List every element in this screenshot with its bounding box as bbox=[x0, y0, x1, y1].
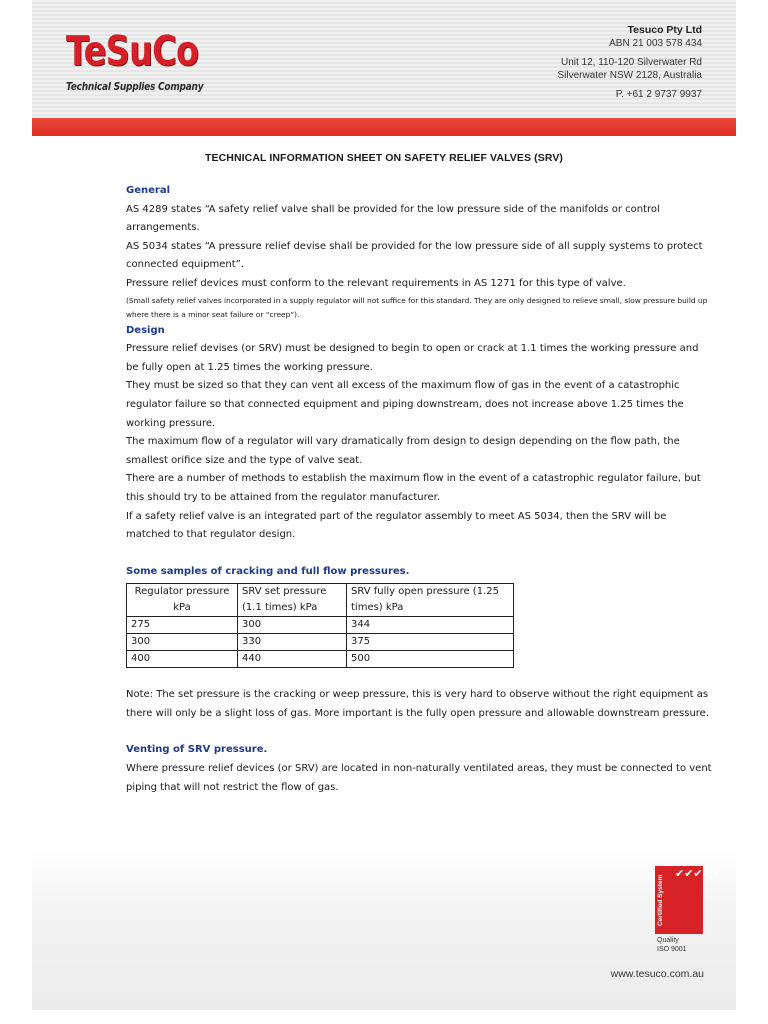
document-title: TECHNICAL INFORMATION SHEET ON SAFETY RELIEF VALVES (SRV) bbox=[204, 152, 564, 164]
general-small-note: (Small safety relief valves incorporated in a supply regulator will not suffice for this standard. They are only designed to relieve small, slow pressure build up where there is a minor seat failure or “creep”). bbox=[126, 295, 708, 319]
cert-vertical-text: Certified System bbox=[657, 874, 664, 926]
table-header-cell: Regulator pressure kPa bbox=[127, 584, 238, 617]
table-header-row bbox=[127, 584, 514, 617]
design-paragraph-1: Pressure relief devises (or SRV) must be designed to begin to open or crack at 1.1 times the working pressure and be fully open at 1.25 times the working pressure. bbox=[126, 343, 699, 373]
table-row bbox=[127, 634, 514, 651]
document-body bbox=[126, 182, 712, 797]
table-header-cell: SRV fully open pressure (1.25 times) kPa bbox=[347, 584, 514, 617]
cert-caption bbox=[657, 936, 687, 954]
pressure-samples-table bbox=[126, 583, 514, 668]
logo-tagline: Technical Supplies Company bbox=[66, 80, 204, 93]
table-cell: 375 bbox=[347, 634, 514, 651]
design-paragraph-3: The maximum flow of a regulator will vary dramatically from design to design depending on the flow path, the smallest orifice size and the type of valve seat. bbox=[126, 436, 680, 466]
table-cell: 300 bbox=[238, 617, 347, 634]
company-name: Tesuco Pty Ltd bbox=[627, 24, 702, 36]
general-paragraph-1: AS 4289 states “A safety relief valve shall be provided for the low pressure side of the manifolds or control arrangements. bbox=[126, 203, 660, 234]
venting-paragraph-1: Where pressure relief devices (or SRV) are located in non-naturally ventilated areas, they must be connected to vent piping that will not restrict the flow of gas. bbox=[126, 763, 712, 793]
note-paragraph: Note: The set pressure is the cracking or weep pressure, this is very hard to observe without the right equipment as there will only be a slight loss of gas. More important is the fully open pressure and allowable downstream pressure. bbox=[126, 689, 710, 719]
website-url: www.tesuco.com.au bbox=[610, 968, 704, 980]
company-phone: P. +61 2 9737 9937 bbox=[615, 89, 702, 100]
design-paragraph-5: If a safety relief valve is an integrated part of the regulator assembly to meet AS 5034, then the SRV will be matched to that regulator design. bbox=[126, 510, 667, 541]
table-cell: 344 bbox=[347, 617, 514, 634]
general-paragraph-2: AS 5034 states “A pressure relief devise shall be provided for the low pressure side of all supply systems to protect connected equipment”. bbox=[126, 240, 703, 271]
general-paragraph-3: Pressure relief devices must conform to the relevant requirements in AS 1271 for this type of valve. bbox=[126, 277, 626, 289]
table-row bbox=[127, 617, 514, 634]
footer-background bbox=[32, 850, 736, 1010]
cert-caption-iso: ISO 9001 bbox=[657, 946, 687, 953]
table-cell: 400 bbox=[127, 651, 238, 668]
table-row bbox=[127, 651, 514, 668]
company-abn: ABN 21 003 578 434 bbox=[609, 38, 702, 49]
table-cell: 500 bbox=[347, 651, 514, 668]
table-cell: 330 bbox=[238, 634, 347, 651]
logo-word: TeSuCo bbox=[66, 27, 199, 75]
table-header-cell: SRV set pressure (1.1 times) kPa bbox=[238, 584, 347, 617]
company-address-line1: Unit 12, 110-120 Silverwater Rd bbox=[561, 57, 702, 68]
section-heading-venting: Venting of SRV pressure. bbox=[126, 744, 268, 756]
design-paragraph-4: There are a number of methods to establish the maximum flow in the event of a catastrophic regulator failure, but this should try to be attained from the regulator manufacturer. bbox=[126, 473, 701, 503]
section-heading-design: Design bbox=[126, 324, 165, 336]
certified-system-icon bbox=[655, 866, 722, 934]
design-paragraph-2: They must be sized so that they can vent all excess of the maximum flow of gas in the event of a catastrophic regulator failure so that connected equipment and piping downstream, does not increase above 1.25 times the working pressure. bbox=[126, 380, 684, 429]
table-cell: 275 bbox=[127, 617, 238, 634]
section-heading-samples: Some samples of cracking and full flow pressures. bbox=[126, 565, 410, 577]
certification-badge bbox=[655, 866, 722, 956]
company-details bbox=[557, 24, 702, 101]
company-logo bbox=[66, 28, 206, 98]
company-address-line2: Silverwater NSW 2128, Australia bbox=[557, 70, 702, 81]
table-cell: 300 bbox=[127, 634, 238, 651]
section-heading-general: General bbox=[126, 185, 170, 196]
cert-caption-quality: Quality bbox=[657, 937, 679, 944]
table-cell: 440 bbox=[238, 651, 347, 668]
letterhead-red-bar bbox=[32, 118, 736, 136]
checkmark-icon: ✔✔✔✔✔ bbox=[675, 867, 722, 880]
